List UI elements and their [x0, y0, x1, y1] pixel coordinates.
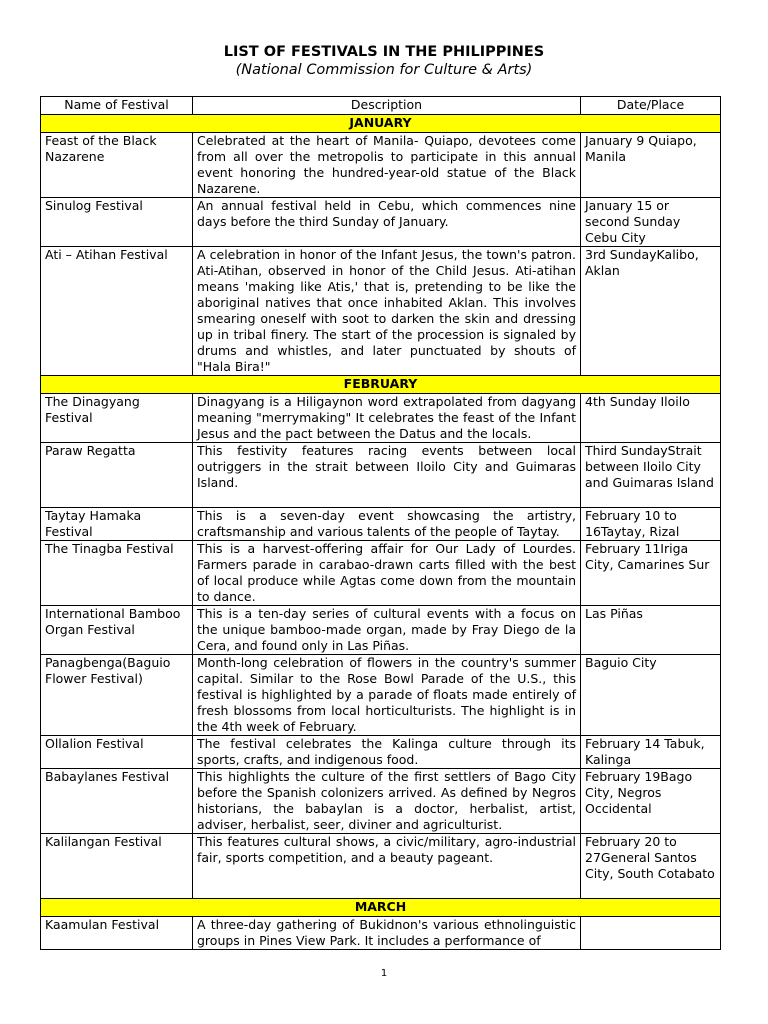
table-row	[41, 541, 721, 606]
month-label: MARCH	[41, 899, 721, 917]
document-subtitle: (National Commission for Culture & Arts)	[235, 62, 533, 78]
festival-description: An annual festival held in Cebu, which commences nine days before the third Sunday of January.	[193, 198, 581, 247]
festivals-table	[40, 96, 721, 950]
festival-date-place	[581, 917, 721, 950]
festival-description: Dinagyang is a Hiligaynon word extrapolated from dagyang meaning "merrymaking" It celebrates the feast of the Infant Jesus and the pact between the Datus and the locals.	[193, 394, 581, 443]
festival-description: The festival celebrates the Kalinga culture through its sports, crafts, and indigenous food.	[193, 736, 581, 769]
table-row	[41, 198, 721, 247]
month-row-february	[41, 376, 721, 394]
table-row	[41, 655, 721, 736]
festival-name: Panagbenga(Baguio Flower Festival)	[41, 655, 193, 736]
table-row	[41, 133, 721, 198]
table-row	[41, 834, 721, 899]
month-row-march	[41, 899, 721, 917]
table-row	[41, 394, 721, 443]
festival-name: Babaylanes Festival	[41, 769, 193, 834]
festival-description: A celebration in honor of the Infant Jesus, the town's patron. Ati-Atihan, observed in honor of the Child Jesus. Ati-atihan means 'making like Atis,' that is, pretending to be like the aboriginal natives that once inhabited Aklan. This involves smearing oneself with soot to darken the skin and dressing up in tribal finery. The start of the procession is signaled by drums and whistles, and later punctuated by shouts of "Hala Bira!"	[193, 247, 581, 376]
festival-date-place: February 14 Tabuk, Kalinga	[581, 736, 721, 769]
table-row	[41, 508, 721, 541]
table-row	[41, 917, 721, 950]
festival-name: Ati – Atihan Festival	[41, 247, 193, 376]
festival-name: Kaamulan Festival	[41, 917, 193, 950]
festival-description: This is a seven-day event showcasing the artistry, craftsmanship and various talents of the people of Taytay.	[193, 508, 581, 541]
festival-name: Paraw Regatta	[41, 443, 193, 508]
table-row	[41, 736, 721, 769]
festival-name: Taytay Hamaka Festival	[41, 508, 193, 541]
festival-name: International Bamboo Organ Festival	[41, 606, 193, 655]
festival-date-place: February 19Bago City, Negros Occidental	[581, 769, 721, 834]
festival-name: Feast of the Black Nazarene	[41, 133, 193, 198]
festival-date-place: February 10 to 16Taytay, Rizal	[581, 508, 721, 541]
month-label: FEBRUARY	[41, 376, 721, 394]
header-description: Description	[193, 97, 581, 115]
festival-name: The Tinagba Festival	[41, 541, 193, 606]
festival-description: This highlights the culture of the first settlers of Bago City before the Spanish colonizers arrived. As defined by Negros historians, the babaylan is a doctor, herbalist, artist, adviser, herbalist, seer, diviner and agriculturist.	[193, 769, 581, 834]
festival-date-place: 3rd SundayKalibo, Aklan	[581, 247, 721, 376]
festival-description: This festivity features racing events between local outriggers in the strait between Iloilo City and Guimaras Island.	[193, 443, 581, 508]
table-row	[41, 443, 721, 508]
page-number: 1	[380, 968, 388, 979]
festival-date-place: 4th Sunday Iloilo	[581, 394, 721, 443]
festival-description: This is a ten-day series of cultural events with a focus on the unique bamboo-made organ, made by Fray Diego de la Cera, and found only in Las Piñas.	[193, 606, 581, 655]
festival-description: This features cultural shows, a civic/military, agro-industrial fair, sports competition, and a beauty pageant.	[193, 834, 581, 899]
festival-name: Kalilangan Festival	[41, 834, 193, 899]
festival-description: Month-long celebration of flowers in the country's summer capital. Similar to the Rose Bowl Parade of the U.S., this festival is highlighted by a parade of floats made entirely of fresh blossoms from local horticulturists. The highlight is in the 4th week of February.	[193, 655, 581, 736]
header-date-place: Date/Place	[581, 97, 721, 115]
festival-description: Celebrated at the heart of Manila- Quiapo, devotees come from all over the metropolis to participate in this annual event honoring the hundred-year-old statue of the Black Nazarene.	[193, 133, 581, 198]
festival-name: Ollalion Festival	[41, 736, 193, 769]
month-label: JANUARY	[41, 115, 721, 133]
festival-description: A three-day gathering of Bukidnon's various ethnolinguistic groups in Pines View Park. It includes a performance of	[193, 917, 581, 950]
table-row	[41, 247, 721, 376]
table-row	[41, 769, 721, 834]
month-row-january	[41, 115, 721, 133]
festival-name: The Dinagyang Festival	[41, 394, 193, 443]
festival-date-place: January 15 or second Sunday Cebu City	[581, 198, 721, 247]
header-name: Name of Festival	[41, 97, 193, 115]
festival-date-place: February 11Iriga City, Camarines Sur	[581, 541, 721, 606]
festival-date-place: Las Piñas	[581, 606, 721, 655]
table-row	[41, 606, 721, 655]
festival-date-place: Third SundayStrait between Iloilo City and Guimaras Island	[581, 443, 721, 508]
festival-name: Sinulog Festival	[41, 198, 193, 247]
document-title: LIST OF FESTIVALS IN THE PHILIPPINES	[223, 44, 545, 60]
header-row	[41, 97, 721, 115]
festival-description: This is a harvest-offering affair for Our Lady of Lourdes. Farmers parade in carabao-drawn carts filled with the best of local produce while Agtas come down from the mountain to dance.	[193, 541, 581, 606]
festival-date-place: January 9 Quiapo, Manila	[581, 133, 721, 198]
festival-date-place: Baguio City	[581, 655, 721, 736]
festival-date-place: February 20 to 27General Santos City, South Cotabato	[581, 834, 721, 899]
